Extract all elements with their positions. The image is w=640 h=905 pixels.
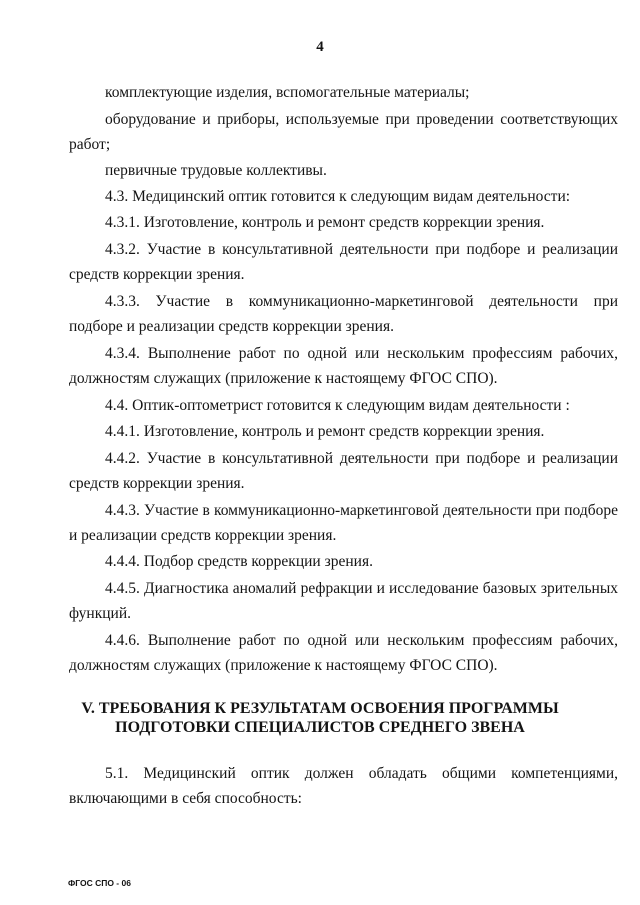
text-line: работ; (69, 136, 111, 153)
section-heading-line-2: ПОДГОТОВКИ СПЕЦИАЛИСТОВ СРЕДНЕГО ЗВЕНА (115, 719, 525, 736)
text-line: и реализации средств коррекции зрения. (69, 527, 337, 544)
text-line: средств коррекции зрения. (69, 266, 245, 283)
text-line: 4.4.5. Диагностика аномалий рефракции и исследование базовых зрительных (105, 580, 618, 597)
text-line: 5.1. Медицинский оптик должен обладать общими компетенциями, (105, 765, 618, 782)
text-line: 4.3.1. Изготовление, контроль и ремонт средств коррекции зрения. (105, 214, 545, 231)
text-line: функций. (69, 605, 131, 622)
text-line: оборудование и приборы, используемые при проведении соответствующих (105, 111, 618, 128)
text-line: комплектующие изделия, вспомогательные материалы; (105, 84, 470, 101)
text-line: 4.4.4. Подбор средств коррекции зрения. (105, 553, 373, 570)
page-number: 4 (316, 39, 324, 55)
text-line: средств коррекции зрения. (69, 475, 245, 492)
text-line: 4.3.2. Участие в консультативной деятельности при подборе и реализации (105, 241, 618, 258)
text-line: 4.3.3. Участие в коммуникационно-маркетинговой деятельности при (105, 293, 618, 310)
text-line: 4.4.1. Изготовление, контроль и ремонт средств коррекции зрения. (105, 423, 545, 440)
footer-label: ФГОС СПО - 06 (68, 878, 131, 888)
text-line: включающими в себя способность: (69, 790, 302, 807)
text-line: 4.4. Оптик-оптометрист готовится к следующим видам деятельности : (105, 397, 570, 414)
text-line: 4.4.3. Участие в коммуникационно-маркетинговой деятельности при подборе (105, 502, 618, 519)
text-line: 4.4.6. Выполнение работ по одной или нескольким профессиям рабочих, (105, 632, 618, 649)
text-line: должностям служащих (приложение к настоящему ФГОС СПО). (69, 370, 498, 387)
text-line: подборе и реализации средств коррекции зрения. (69, 318, 394, 335)
text-line: должностям служащих (приложение к настоящему ФГОС СПО). (69, 657, 498, 674)
text-line: 4.3. Медицинский оптик готовится к следующим видам деятельности: (105, 188, 571, 205)
text-line: 4.4.2. Участие в консультативной деятельности при подборе и реализации (105, 450, 618, 467)
text-line: первичные трудовые коллективы. (105, 162, 327, 179)
text-line: 4.3.4. Выполнение работ по одной или нескольким профессиям рабочих, (105, 345, 618, 362)
section-heading-line-1: V. ТРЕБОВАНИЯ К РЕЗУЛЬТАТАМ ОСВОЕНИЯ ПРОГРАММЫ (81, 700, 559, 717)
